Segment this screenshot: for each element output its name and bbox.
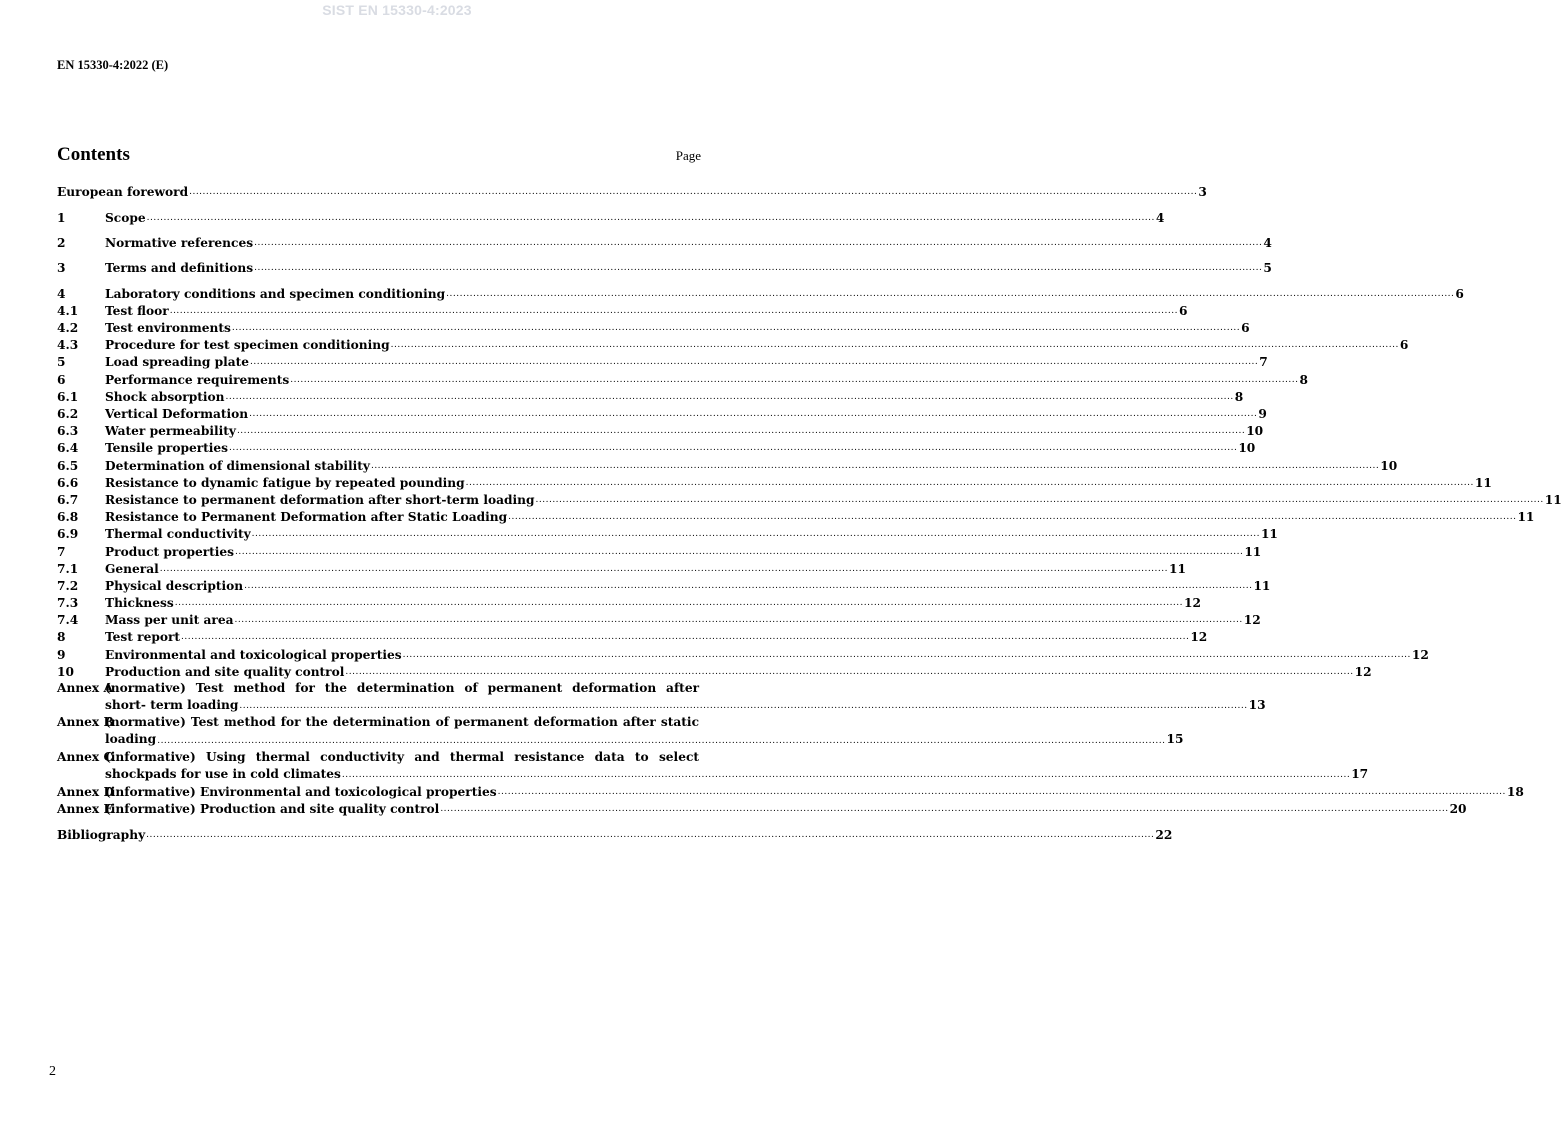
toc-entry-title: Physical description bbox=[105, 578, 244, 593]
toc-entry-number: 2 bbox=[57, 235, 66, 250]
contents-title: Contents bbox=[57, 144, 130, 165]
leader-dots: ............................................................................................................................................................................................................................................................................................................ bbox=[169, 305, 1178, 316]
toc-entry-number: 6.9 bbox=[57, 527, 79, 542]
leader-dots: ............................................................................................................................................................................................................................................................................................................ bbox=[189, 187, 1198, 198]
toc-entry[interactable] bbox=[57, 259, 1272, 276]
toc-entry-page: 17 bbox=[1351, 766, 1369, 781]
toc-entry[interactable] bbox=[57, 208, 1165, 225]
toc-entry-title: Test report bbox=[105, 630, 181, 645]
table-of-contents bbox=[57, 183, 1562, 843]
toc-entry-page: 8 bbox=[1299, 372, 1308, 387]
toc-entry-title: Bibliography bbox=[57, 827, 146, 842]
toc-entry[interactable] bbox=[57, 560, 1186, 577]
toc-entry[interactable] bbox=[57, 456, 1398, 473]
toc-entry-page: 12 bbox=[1411, 647, 1429, 662]
leader-dots: ............................................................................................................................................................................................................................................................................................................ bbox=[370, 460, 1380, 471]
toc-entry-title: Environmental and toxicological properties bbox=[105, 647, 402, 662]
toc-entry[interactable] bbox=[57, 405, 1267, 422]
toc-entry-page: 20 bbox=[1449, 802, 1467, 817]
toc-entry-page: 11 bbox=[1169, 561, 1186, 576]
annex-title-line1: (normative) Test method for the determination of permanent deformation after static bbox=[105, 715, 699, 730]
toc-entry-page: 7 bbox=[1259, 355, 1268, 370]
leader-dots: ............................................................................................................................................................................................................................................................................................................ bbox=[146, 212, 1155, 223]
toc-entry-number: 7 bbox=[57, 544, 66, 559]
watermark: SIST EN 15330-4:2023 bbox=[322, 2, 472, 18]
toc-entry-title: Shock absorption bbox=[105, 389, 225, 404]
leader-dots: ............................................................................................................................................................................................................................................................................................................ bbox=[341, 769, 1351, 780]
toc-entry-title: Determination of dimensional stability bbox=[105, 458, 370, 473]
toc-entry-bibliography[interactable] bbox=[57, 826, 1173, 843]
toc-entry-number: 3 bbox=[57, 261, 66, 276]
toc-entry-number: 6.5 bbox=[57, 458, 79, 473]
toc-entry-page: 9 bbox=[1258, 407, 1267, 421]
toc-entry-page: 10 bbox=[1380, 458, 1398, 473]
leader-dots: ............................................................................................................................................................................................................................................................................................................ bbox=[465, 477, 1474, 488]
toc-annex-e[interactable] bbox=[57, 800, 1467, 817]
annex-label: Annex C bbox=[57, 749, 114, 764]
toc-entry-number: 6.7 bbox=[57, 492, 79, 507]
toc-entry-title: Resistance to dynamic fatigue by repeated pounding bbox=[105, 475, 465, 490]
leader-dots: ............................................................................................................................................................................................................................................................................................................ bbox=[345, 666, 1354, 677]
annex-title-line2: short- term loading bbox=[105, 698, 239, 712]
toc-entry-page: 10 bbox=[1238, 441, 1256, 456]
toc-entry-page: 11 bbox=[1544, 492, 1562, 507]
toc-entry-page: 12 bbox=[1243, 613, 1261, 628]
leader-dots: ............................................................................................................................................................................................................................................................................................................ bbox=[440, 804, 1449, 815]
toc-annex-a[interactable] bbox=[57, 680, 1266, 714]
leader-dots: ............................................................................................................................................................................................................................................................................................................ bbox=[402, 649, 1411, 660]
toc-entry-number: 4.3 bbox=[57, 338, 79, 353]
toc-entry-title: Mass per unit area bbox=[105, 613, 234, 628]
leader-dots: ............................................................................................................................................................................................................................................................................................................ bbox=[159, 563, 1168, 574]
annex-title-line1: (normative) Test method for the determination of permanent deformation after bbox=[105, 680, 699, 695]
toc-entry[interactable] bbox=[57, 388, 1244, 405]
toc-entry-number: 10 bbox=[57, 664, 74, 679]
toc-entry-page: 13 bbox=[1248, 698, 1266, 712]
toc-entry-title: Laboratory conditions and specimen conditioning bbox=[105, 286, 446, 301]
toc-entry-number: 7.2 bbox=[57, 578, 79, 593]
toc-entry-title: Test floor bbox=[105, 303, 169, 318]
leader-dots: ............................................................................................................................................................................................................................................................................................................ bbox=[535, 494, 1544, 505]
toc-entry-title: Test environments bbox=[105, 321, 231, 336]
toc-entry-page: 11 bbox=[1253, 578, 1271, 593]
toc-entry-page: 11 bbox=[1244, 544, 1262, 559]
toc-entry-page: 6 bbox=[1241, 321, 1250, 336]
toc-entry-page: 11 bbox=[1474, 475, 1492, 490]
toc-entry-page: 11 bbox=[1260, 527, 1278, 542]
toc-entry[interactable] bbox=[57, 370, 1308, 387]
toc-entry-page: 6 bbox=[1178, 303, 1188, 318]
leader-dots: ............................................................................................................................................................................................................................................................................................................ bbox=[446, 288, 1455, 299]
leader-dots: ............................................................................................................................................................................................................................................................................................................ bbox=[234, 615, 1243, 626]
toc-entry-title: Scope bbox=[105, 210, 146, 225]
toc-entry-title: European foreword bbox=[57, 185, 189, 200]
toc-entry[interactable] bbox=[57, 645, 1429, 662]
leader-dots: ............................................................................................................................................................................................................................................................................................................ bbox=[181, 632, 1190, 643]
toc-entry-title: Thickness bbox=[105, 596, 174, 611]
toc-entry[interactable] bbox=[57, 319, 1250, 336]
leader-dots: ............................................................................................................................................................................................................................................................................................................ bbox=[229, 443, 1238, 454]
leader-dots: ............................................................................................................................................................................................................................................................................................................ bbox=[251, 529, 1260, 540]
toc-entry-number: 5 bbox=[57, 355, 66, 370]
leader-dots: ............................................................................................................................................................................................................................................................................................................ bbox=[497, 787, 1506, 798]
toc-entry-number: 4.1 bbox=[57, 303, 79, 318]
toc-entry-number: 6.3 bbox=[57, 424, 79, 439]
toc-entry-number: 8 bbox=[57, 630, 66, 645]
toc-entry-title: Performance requirements bbox=[105, 372, 290, 387]
toc-entry-number: 1 bbox=[57, 210, 66, 225]
page-column-label: Page bbox=[675, 148, 701, 163]
leader-dots: ............................................................................................................................................................................................................................................................................................................ bbox=[157, 735, 1166, 746]
toc-entry-title: Load spreading plate bbox=[105, 355, 250, 370]
toc-entry-page: 12 bbox=[1190, 630, 1208, 645]
leader-dots: ............................................................................................................................................................................................................................................................................................................ bbox=[225, 391, 1234, 402]
toc-entry-page: 5 bbox=[1263, 261, 1272, 276]
leader-dots: ............................................................................................................................................................................................................................................................................................................ bbox=[290, 374, 1299, 385]
toc-annex-d[interactable] bbox=[57, 783, 1524, 800]
leader-dots: ............................................................................................................................................................................................................................................................................................................ bbox=[235, 546, 1244, 557]
toc-entry-title: General bbox=[105, 561, 159, 576]
toc-entry[interactable] bbox=[57, 474, 1492, 491]
toc-entry-page: 4 bbox=[1155, 210, 1165, 225]
toc-entry[interactable] bbox=[57, 508, 1535, 525]
toc-entry[interactable] bbox=[57, 285, 1464, 302]
toc-annex-b[interactable] bbox=[57, 714, 1184, 748]
leader-dots: ............................................................................................................................................................................................................................................................................................................ bbox=[236, 426, 1246, 437]
toc-entry-number: 4.2 bbox=[57, 321, 79, 336]
toc-entry[interactable] bbox=[57, 542, 1262, 559]
toc-entry-number: 6.8 bbox=[57, 510, 79, 525]
toc-entry[interactable] bbox=[57, 577, 1271, 594]
leader-dots: ............................................................................................................................................................................................................................................................................................................ bbox=[146, 829, 1155, 840]
toc-entry[interactable] bbox=[57, 491, 1562, 508]
leader-dots: ............................................................................................................................................................................................................................................................................................................ bbox=[390, 340, 1399, 351]
toc-entry-number: 4 bbox=[57, 286, 66, 301]
toc-entry-page: 6 bbox=[1399, 338, 1409, 353]
annex-label: Annex D bbox=[57, 785, 115, 800]
leader-dots: ............................................................................................................................................................................................................................................................................................................ bbox=[174, 598, 1184, 609]
toc-entry[interactable] bbox=[57, 302, 1188, 319]
annex-title: (informative) Production and site quality control bbox=[105, 802, 440, 817]
toc-entry-page: 15 bbox=[1166, 732, 1184, 747]
toc-entry-title: Vertical Deformation bbox=[105, 407, 249, 421]
toc-entry-page: 8 bbox=[1234, 389, 1244, 404]
toc-entry-number: 7.4 bbox=[57, 613, 79, 628]
annex-label: Annex B bbox=[57, 715, 114, 730]
toc-entry[interactable] bbox=[57, 525, 1278, 542]
leader-dots: ............................................................................................................................................................................................................................................................................................................ bbox=[254, 263, 1263, 274]
toc-entry-page: 6 bbox=[1455, 286, 1464, 301]
annex-title-line1: (informative) Using thermal conductivity and thermal resistance data to select bbox=[105, 749, 699, 764]
toc-entry-page: 11 bbox=[1517, 510, 1535, 525]
toc-entry-page: 3 bbox=[1198, 185, 1207, 200]
toc-annex-c[interactable] bbox=[57, 749, 1369, 783]
toc-entry-number: 6.1 bbox=[57, 389, 79, 404]
leader-dots: ............................................................................................................................................................................................................................................................................................................ bbox=[508, 512, 1517, 523]
toc-entry[interactable] bbox=[57, 611, 1261, 628]
annex-title: (informative) Environmental and toxicological properties bbox=[105, 785, 497, 800]
leader-dots: ............................................................................................................................................................................................................................................................................................................ bbox=[231, 323, 1241, 334]
toc-entry-page: 22 bbox=[1155, 827, 1173, 842]
annex-title-line2: shockpads for use in cold climates bbox=[105, 766, 341, 781]
toc-entry[interactable] bbox=[57, 594, 1201, 611]
annex-label: Annex E bbox=[57, 802, 113, 817]
toc-entry-number: 7.1 bbox=[57, 561, 79, 576]
annex-label: Annex A bbox=[57, 680, 113, 695]
annex-title-line2: loading bbox=[105, 732, 157, 747]
toc-entry-number: 6 bbox=[57, 372, 66, 387]
toc-entry[interactable] bbox=[57, 422, 1264, 439]
toc-entry-page: 12 bbox=[1354, 664, 1372, 679]
toc-entry-page: 4 bbox=[1263, 235, 1272, 250]
toc-entry-page: 12 bbox=[1184, 596, 1201, 611]
toc-entry-title: Thermal conductivity bbox=[105, 527, 251, 542]
toc-entry[interactable] bbox=[57, 353, 1268, 370]
document-id: EN 15330-4:2022 (E) bbox=[57, 58, 169, 72]
toc-entry[interactable] bbox=[57, 663, 1372, 680]
toc-entry-title: Procedure for test specimen conditioning bbox=[105, 338, 390, 353]
toc-entry-title: Product properties bbox=[105, 544, 235, 559]
toc-entry-foreword[interactable] bbox=[57, 183, 1207, 200]
leader-dots: ............................................................................................................................................................................................................................................................................................................ bbox=[250, 357, 1259, 368]
toc-entry[interactable] bbox=[57, 628, 1208, 645]
toc-entry-title: Terms and definitions bbox=[105, 261, 254, 276]
toc-entry-number: 6.4 bbox=[57, 441, 79, 456]
footer-page-number: 2 bbox=[49, 1064, 56, 1079]
leader-dots: ............................................................................................................................................................................................................................................................................................................ bbox=[239, 701, 1248, 712]
toc-entry-number: 6.2 bbox=[57, 407, 79, 421]
leader-dots: ............................................................................................................................................................................................................................................................................................................ bbox=[249, 409, 1258, 419]
leader-dots: ............................................................................................................................................................................................................................................................................................................ bbox=[254, 237, 1263, 248]
toc-entry[interactable] bbox=[57, 336, 1409, 353]
toc-entry[interactable] bbox=[57, 234, 1272, 251]
toc-entry-title: Normative references bbox=[105, 235, 254, 250]
toc-entry-title: Resistance to Permanent Deformation after Static Loading bbox=[105, 510, 508, 525]
toc-entry-page: 18 bbox=[1506, 785, 1524, 800]
toc-entry[interactable] bbox=[57, 439, 1256, 456]
toc-entry-title: Tensile properties bbox=[105, 441, 229, 456]
toc-entry-title: Production and site quality control bbox=[105, 664, 345, 679]
toc-entry-title: Water permeability bbox=[105, 424, 236, 439]
toc-entry-number: 9 bbox=[57, 647, 66, 662]
toc-entry-title: Resistance to permanent deformation after short-term loading bbox=[105, 492, 535, 507]
leader-dots: ............................................................................................................................................................................................................................................................................................................ bbox=[244, 580, 1253, 591]
toc-entry-number: 6.6 bbox=[57, 475, 79, 490]
toc-entry-page: 10 bbox=[1246, 424, 1264, 439]
toc-entry-number: 7.3 bbox=[57, 596, 79, 611]
